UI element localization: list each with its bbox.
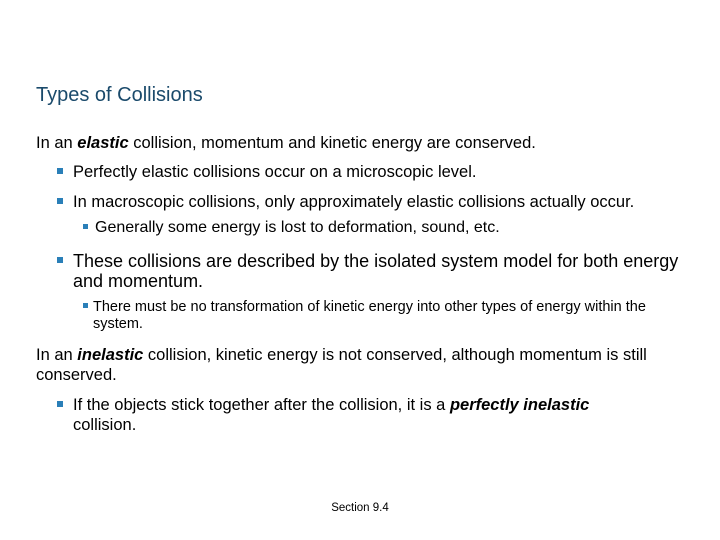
sub-bullet-icon bbox=[83, 224, 88, 229]
bullet-microscopic: Perfectly elastic collisions occur on a microscopic level. bbox=[73, 163, 477, 181]
p1-post: collision, momentum and kinetic energy are conserved. bbox=[128, 134, 536, 152]
b4-emphasis: perfectly inelastic bbox=[449, 396, 590, 414]
bullet-icon bbox=[57, 257, 63, 263]
paragraph-elastic bbox=[36, 133, 686, 153]
bullet-icon bbox=[57, 401, 63, 407]
b4-post: collision. bbox=[73, 416, 137, 434]
sub-bullet-energy-lost: Generally some energy is lost to deformation, sound, etc. bbox=[95, 219, 500, 236]
p2-pre: In an bbox=[36, 346, 78, 364]
sub-bullet-icon bbox=[83, 303, 88, 308]
bullet-macroscopic: In macroscopic collisions, only approximately elastic collisions actually occur. bbox=[73, 193, 635, 211]
bullet-icon bbox=[57, 198, 63, 204]
section-footer: Section 9.4 bbox=[331, 502, 389, 514]
sub-bullet-no-transformation: There must be no transformation of kinetic energy into other types of energy within the system. bbox=[93, 299, 646, 332]
bullet-icon bbox=[57, 168, 63, 174]
bullet-perfectly-inelastic bbox=[73, 395, 653, 435]
b4-pre: If the objects stick together after the collision, it is a bbox=[73, 396, 450, 414]
slide-title: Types of Collisions bbox=[36, 84, 203, 106]
p2-post: collision, kinetic energy is not conserved, although momentum is still conserved. bbox=[36, 346, 647, 384]
p2-emphasis: inelastic bbox=[77, 346, 144, 364]
paragraph-inelastic bbox=[36, 345, 686, 385]
p1-pre: In an bbox=[36, 134, 78, 152]
bullet-isolated-system: These collisions are described by the isolated system model for both energy and momentum. bbox=[73, 251, 679, 291]
p1-emphasis: elastic bbox=[77, 134, 129, 152]
